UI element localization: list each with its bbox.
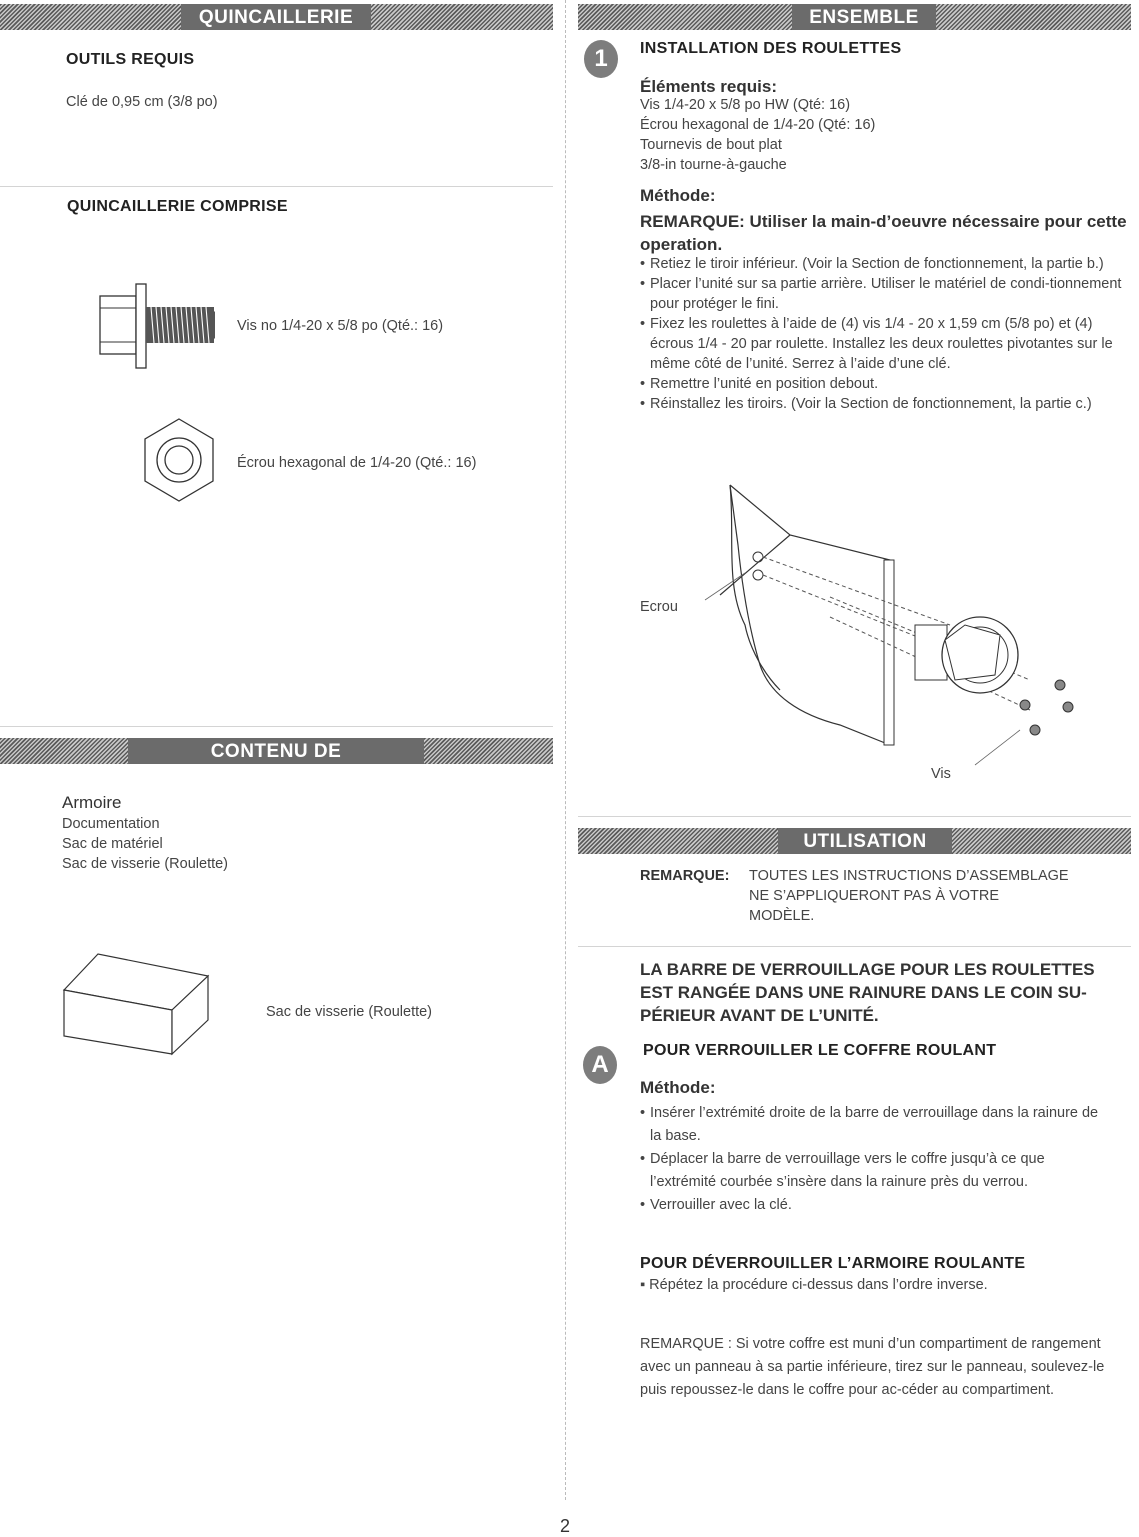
barre-line: EST RANGÉE DANS UNE RAINURE DANS LE COIN SU- <box>640 983 1087 1002</box>
screw-label: Vis no 1/4-20 x 5/8 po (Qté.: 16) <box>237 318 444 334</box>
lock-steps <box>640 1102 1110 1217</box>
elements-title: Éléments requis: <box>640 77 777 96</box>
contents-item: Documentation <box>62 816 160 832</box>
remarque-bold: REMARQUE: Utiliser la main-d’oeuvre nécessaire pour cette operation. <box>640 212 1127 254</box>
figure-label-vis: Vis <box>931 766 951 782</box>
outils-text: Clé de 0,95 cm (3/8 po) <box>66 94 218 110</box>
remarque-label: REMARQUE: <box>640 868 730 884</box>
contents-item: Armoire <box>62 793 122 812</box>
contenu-banner <box>0 738 553 790</box>
quincaillerie-banner <box>0 4 553 30</box>
elements-item: Vis 1/4-20 x 5/8 po HW (Qté: 16) <box>640 97 851 113</box>
caster-installation-figure <box>690 475 1090 775</box>
bag-label: Sac de visserie (Roulette) <box>266 1004 433 1020</box>
lock-step: • Insérer l’extrémité droite de la barre de verrouillage dans la rainure de la base. <box>640 1102 1110 1148</box>
deverrouiller-title: POUR DÉVERROUILLER L’ARMOIRE ROULANTE <box>640 1255 1026 1272</box>
figure-label-ecrou: Ecrou <box>640 599 678 615</box>
install-step: • Remettre l’unité en position debout. <box>640 374 1125 394</box>
screw-icon <box>98 282 216 370</box>
divider <box>0 726 553 727</box>
hex-nut-icon <box>143 417 215 503</box>
divider <box>578 816 1131 817</box>
utilisation-banner <box>578 828 1131 854</box>
ensemble-banner-label: ENSEMBLE <box>792 4 936 30</box>
elements-item: Écrou hexagonal de 1/4-20 (Qté: 16) <box>640 117 876 133</box>
verrouiller-title: POUR VERROUILLER LE COFFRE ROULANT <box>643 1042 997 1059</box>
remarque-line: NE S’APPLIQUERONT PAS À VOTRE <box>749 888 1000 904</box>
contents-item: Sac de visserie (Roulette) <box>62 856 229 872</box>
install-step: • Retiez le tiroir inférieur. (Voir la Section de fonctionnement, la partie b.) <box>640 254 1125 274</box>
hardware-bag-icon <box>62 952 212 1056</box>
install-step: • Réinstallez les tiroirs. (Voir la Section de fonctionnement, la partie c.) <box>640 394 1125 414</box>
contenu-banner-label: CONTENU DE L’EMBALLAGE <box>128 738 424 764</box>
divider <box>0 186 553 187</box>
install-title: INSTALLATION DES ROULETTES <box>640 40 902 57</box>
contents-item: Sac de matériel <box>62 836 163 852</box>
methode2-title: Méthode: <box>640 1078 716 1097</box>
step-a-badge: A <box>583 1046 617 1084</box>
elements-item: 3/8-in tourne-à-gauche <box>640 157 787 173</box>
step-1-badge: 1 <box>584 40 618 78</box>
quincaillerie-banner-label: QUINCAILLERIE <box>181 4 371 30</box>
outils-title: OUTILS REQUIS <box>66 51 195 68</box>
ensemble-banner <box>578 4 1131 30</box>
barre-line: LA BARRE DE VERROUILLAGE POUR LES ROULETTES <box>640 960 1095 979</box>
elements-item: Tournevis de bout plat <box>640 137 782 153</box>
utilisation-banner-label: UTILISATION <box>778 828 952 854</box>
nut-label: Écrou hexagonal de 1/4-20 (Qté.: 16) <box>237 455 477 471</box>
remarque-line: MODÈLE. <box>749 908 815 924</box>
remarque-lines <box>749 866 1069 926</box>
comprise-title: QUINCAILLERIE COMPRISE <box>67 198 288 215</box>
barre-notice <box>640 958 1095 1027</box>
lock-step: • Déplacer la barre de verrouillage vers le coffre jusqu’à ce que l’extrémité courbée s’insère dans la rainure près du verrou. <box>640 1148 1110 1194</box>
divider <box>578 946 1131 947</box>
lock-step: • Verrouiller avec la clé. <box>640 1194 1110 1217</box>
install-step: • Placer l’unité sur sa partie arrière. Utiliser le matériel de condi-tionnement pour protéger le fini. <box>640 274 1125 314</box>
remarque-line: TOUTES LES INSTRUCTIONS D’ASSEMBLAGE <box>749 868 1069 884</box>
remarque-final: REMARQUE : Si votre coffre est muni d’un compartiment de rangement avec un panneau à sa partie inférieure, tirez sur le panneau, soulevez-le puis repoussez-le dans le coffre pour ac-céder au compartiment. <box>640 1336 1105 1398</box>
page-number: 2 <box>560 1516 571 1536</box>
methode-title: Méthode: <box>640 186 716 205</box>
contents-list <box>62 792 228 874</box>
install-steps <box>640 254 1125 414</box>
install-step: • Fixez les roulettes à l’aide de (4) vis 1/4 - 20 x 1,59 cm (5/8 po) et (4) écrous 1/4 - 20 par roulette. Installez les deux roulettes pivotantes sur le même côté de l’unité. Serrez à l’aide d’une clé. <box>640 314 1125 374</box>
deverrouiller-text: ▪ Répétez la procédure ci-dessus dans l’ordre inverse. <box>640 1277 988 1293</box>
column-divider <box>565 0 566 1500</box>
elements-list <box>640 95 875 175</box>
barre-line: PÉRIEUR AVANT DE L’UNITÉ. <box>640 1006 879 1025</box>
